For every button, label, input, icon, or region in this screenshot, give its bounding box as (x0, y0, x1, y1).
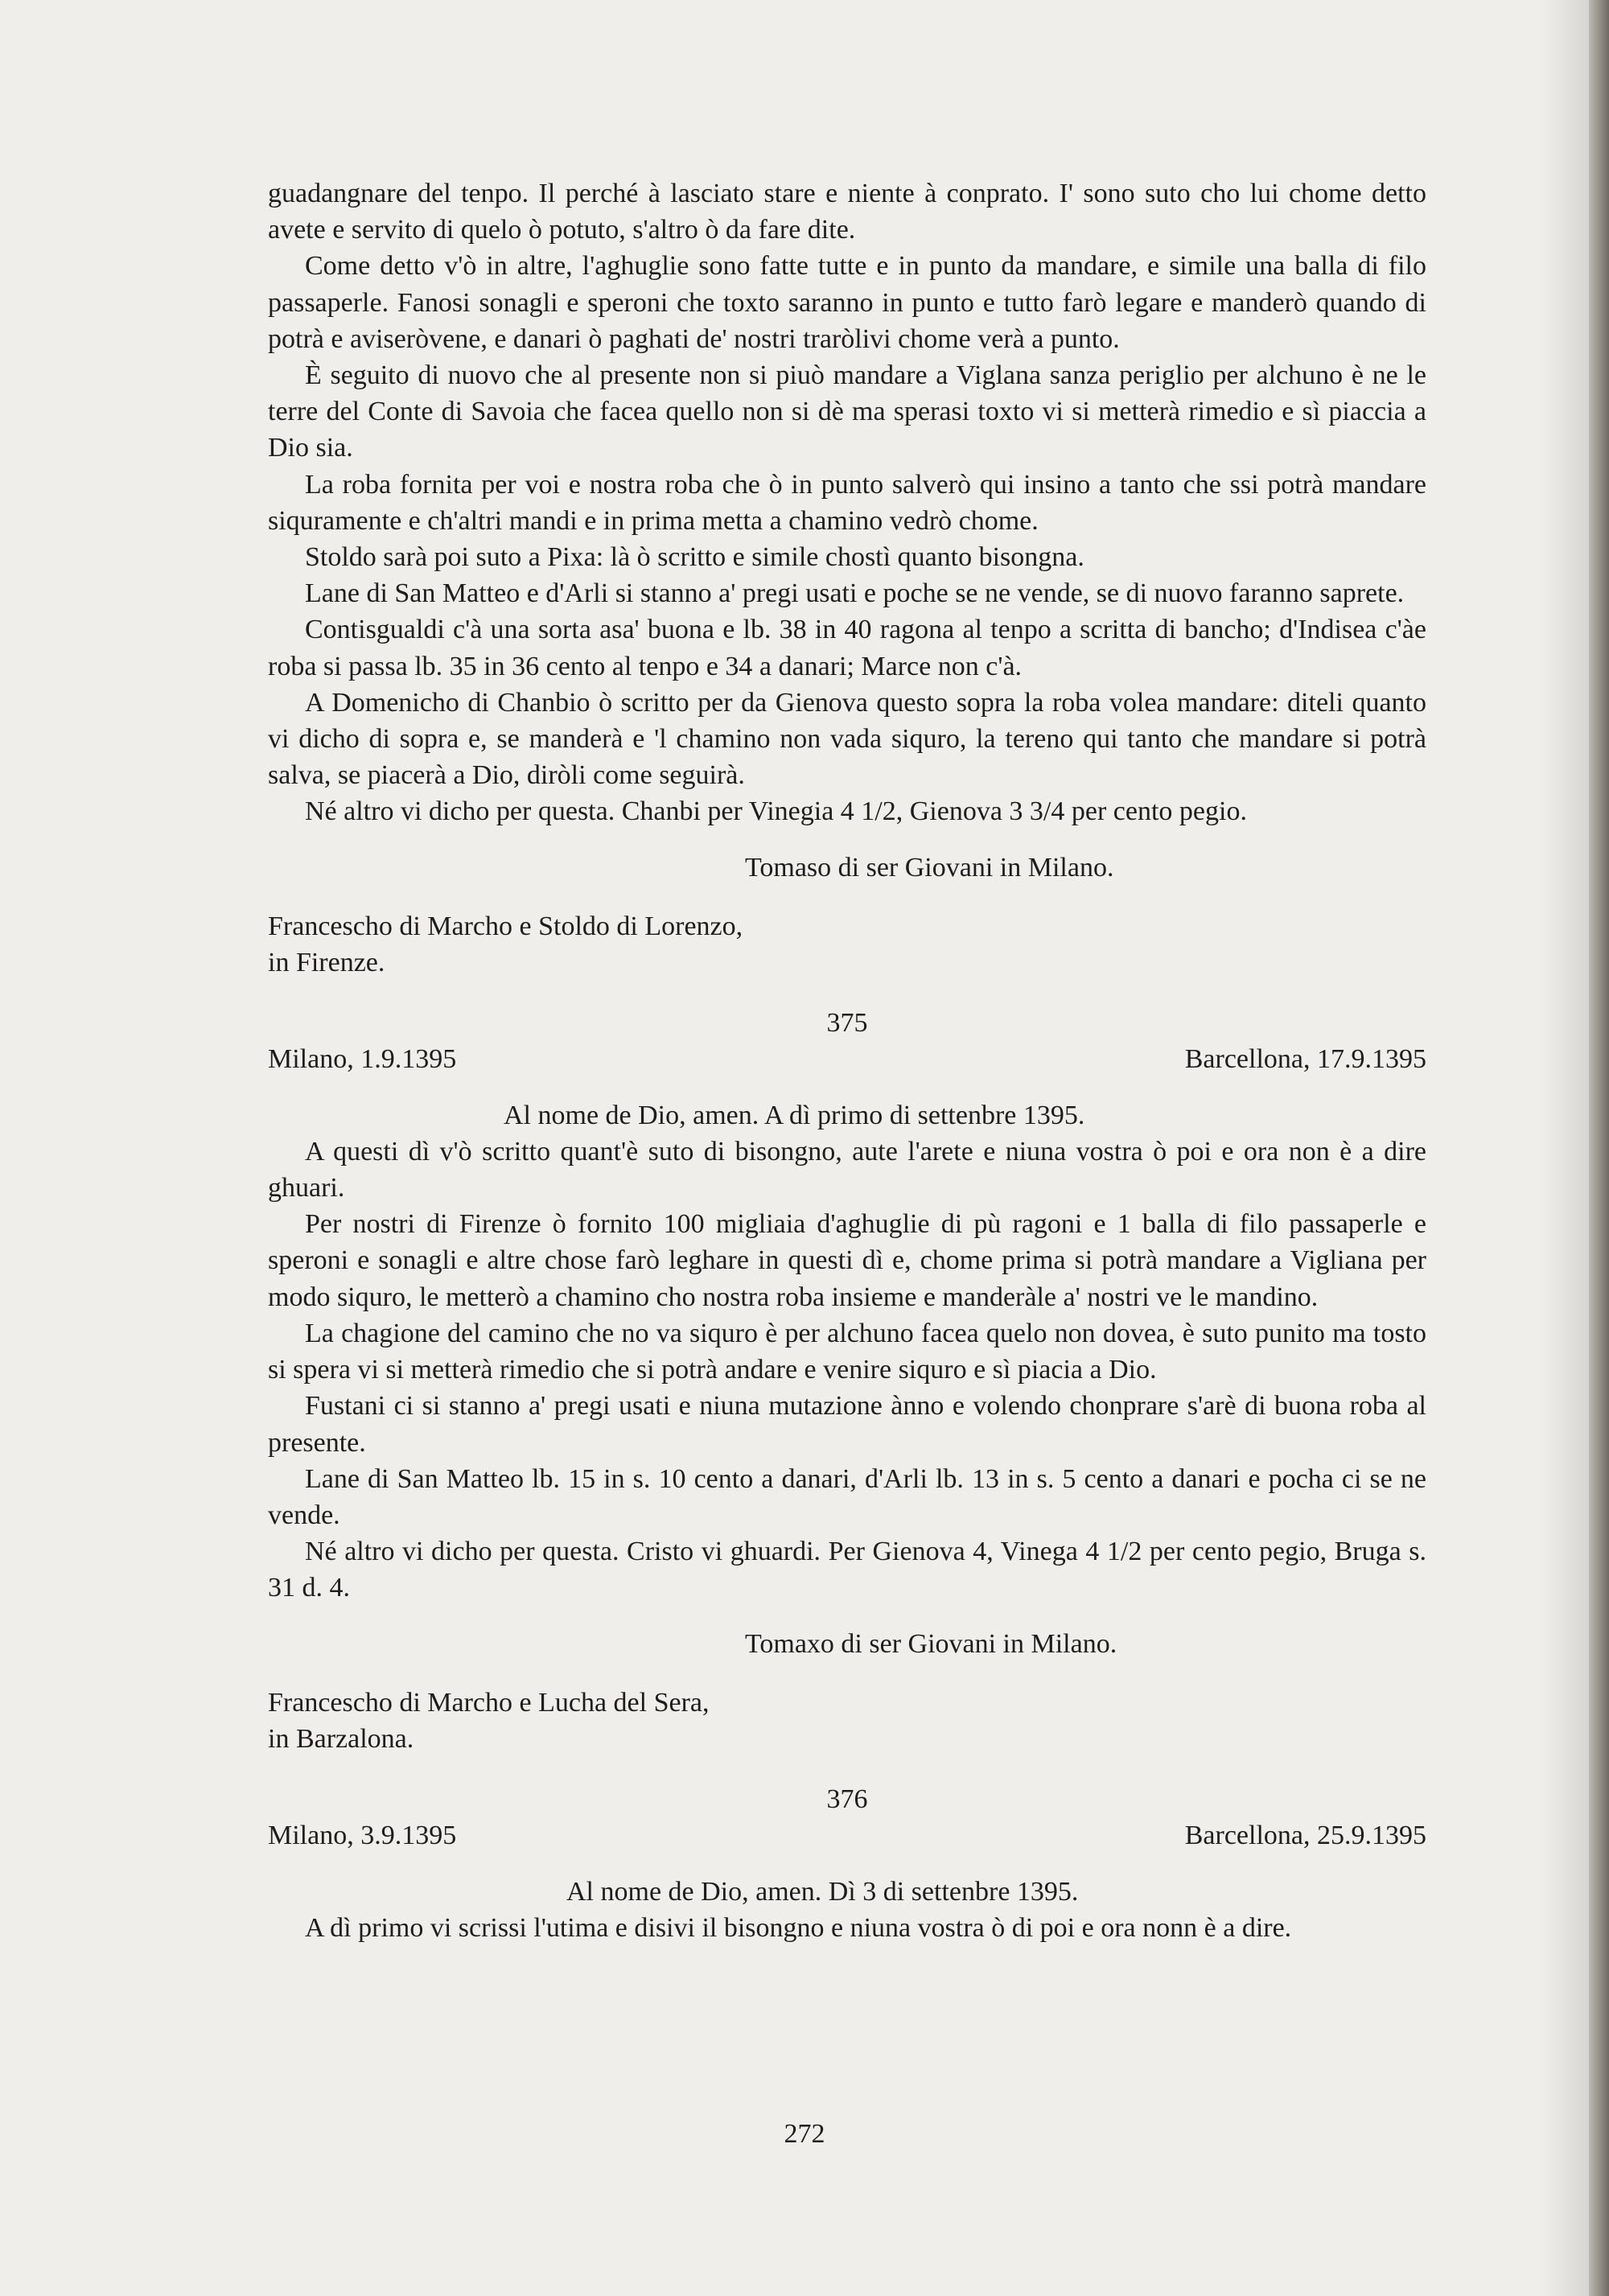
paragraph: La roba fornita per voi e nostra roba che ò in punto salverò qui insino a tanto che ssi potrà mandare siquramente e ch'altri mandi e in prima metta a chamino vedrò chome. (268, 469, 1426, 536)
paragraph: A questi dì v'ò scritto quant'è suto di bisongno, aute l'arete e niuna vostra ò poi e ora non è a dire ghuari. (268, 1136, 1426, 1204)
arrival-date: Barcellona, 25.9.1395 (1184, 1821, 1426, 1851)
paragraph: A Domenicho di Chanbio ò scritto per da Gienova questo sopra la roba volea mandare: diteli quanto vi dicho di sopra e, se manderà e 'l chamino non vada siquro, la tereno qui tanto che mandare si potrà salva, se piacerà a Dio, diròli come seguirà. (268, 687, 1426, 791)
paragraph: A dì primo vi scrissi l'utima e disivi il bisongno e niuna vostra ò di poi e ora nonn è a dire. (305, 1912, 1292, 1943)
addressee-line: in Barzalona. (268, 1723, 414, 1754)
paragraph: Lane di San Matteo e d'Arli si stanno a' pregi usati e poche se ne vende, se di nuovo faranno saprete. (305, 578, 1405, 609)
paragraph: Né altro vi dicho per questa. Cristo vi ghuardi. Per Gienova 4, Vinega 4 1/2 per cento pegio, Bruga s. 31 d. 4. (268, 1537, 1426, 1603)
arrival-date: Barcellona, 17.9.1395 (1184, 1044, 1426, 1075)
paragraph: Contisgualdi c'à una sorta asa' buona e lb. 38 in 40 ragona al tenpo a scritta di bancho; d'Indisea c'àe roba si passa lb. 35 in 36 cento al tenpo e 34 a danari; Marce non c'à. (268, 615, 1426, 681)
origin-date: Milano, 3.9.1395 (268, 1821, 457, 1851)
paragraph: Né altro vi dicho per questa. Chanbi per Vinegia 4 1/2, Gienova 3 3/4 per cento pegio. (305, 796, 1247, 827)
paragraph: guadangnare del tenpo. Il perché à lasciato stare e niente à conprato. I' sono suto cho lui chome detto avete e servito di quelo ò potuto, s'altro ò da fare dite. (268, 179, 1426, 245)
letter-addressee (268, 1685, 1426, 1757)
letter-greeting: Al nome de Dio, amen. Dì 3 di settenbre 1395. (566, 1876, 1079, 1907)
paragraph: Stoldo sarà poi suto a Pixa: là ò scritto e simile chostì quanto bisongna. (305, 542, 1084, 573)
page-number: 272 (784, 2119, 825, 2149)
letter-greeting: Al nome de Dio, amen. A dì primo di settenbre 1395. (504, 1100, 1085, 1130)
paragraph: È seguito di nuovo che al presente non si piuò mandare a Viglana sanza periglio per alchuno è ne le terre del Conte di Savoia che facea quello non si dè ma sperasi toxto vi si metterà rimedio e sì piaccia a Dio sia. (268, 360, 1426, 463)
addressee-line: Francescho di Marcho e Lucha del Sera, (268, 1687, 710, 1718)
addressee-line: Francescho di Marcho e Stoldo di Lorenzo, (268, 911, 743, 941)
paragraph: La chagione del camino che no va siquro è per alchuno facea quelo non dovea, è suto punito ma tosto si spera vi si metterà rimedio che si potrà andare e venire siquro e sì piacia a Dio. (268, 1318, 1426, 1385)
paragraph: Come detto v'ò in altre, l'aghuglie sono fatte tutte e in punto da mandare, e simile una balla di filo passaperle. Fanosi sonagli e speroni che toxto saranno in punto e tutto farò legare e manderò quando di potrà e aviseròvene, e danari ò paghati de' nostri traròlivi chome verà a punto. (268, 251, 1426, 354)
book-spine-edge (1589, 0, 1609, 2296)
paragraph: Lane di San Matteo lb. 15 in s. 10 cento a danari, d'Arli lb. 13 in s. 5 cento a danari e pocha ci se ne vende. (268, 1463, 1426, 1530)
origin-date: Milano, 1.9.1395 (268, 1044, 457, 1075)
letter-signature: Tomaxo di ser Giovani in Milano. (745, 1628, 1117, 1659)
paragraph: Per nostri di Firenze ò fornito 100 migliaia d'aghuglie di pù ragoni e 1 balla di filo passaperle e speroni e sonagli e altre chose farò leghare in questi dì e, chome prima si potrà mandare a Vigliana per modo siquro, le metterò a chamino cho nostra roba insieme e manderàle a' nostri ve le mandino. (268, 1209, 1426, 1312)
paragraph: Fustani ci si stanno a' pregi usati e niuna mutazione ànno e volendo chonprare s'arè di buona roba al presente. (268, 1391, 1426, 1458)
letter-number: 376 (826, 1784, 868, 1815)
letter-dates (268, 1817, 1426, 1854)
text-body (268, 175, 1426, 1946)
letter-dates (268, 1041, 1426, 1077)
letter-signature: Tomaso di ser Giovani in Milano. (745, 852, 1114, 883)
letter-number: 375 (826, 1008, 868, 1039)
addressee-line: in Firenze. (268, 948, 385, 978)
letter-addressee (268, 908, 1426, 981)
